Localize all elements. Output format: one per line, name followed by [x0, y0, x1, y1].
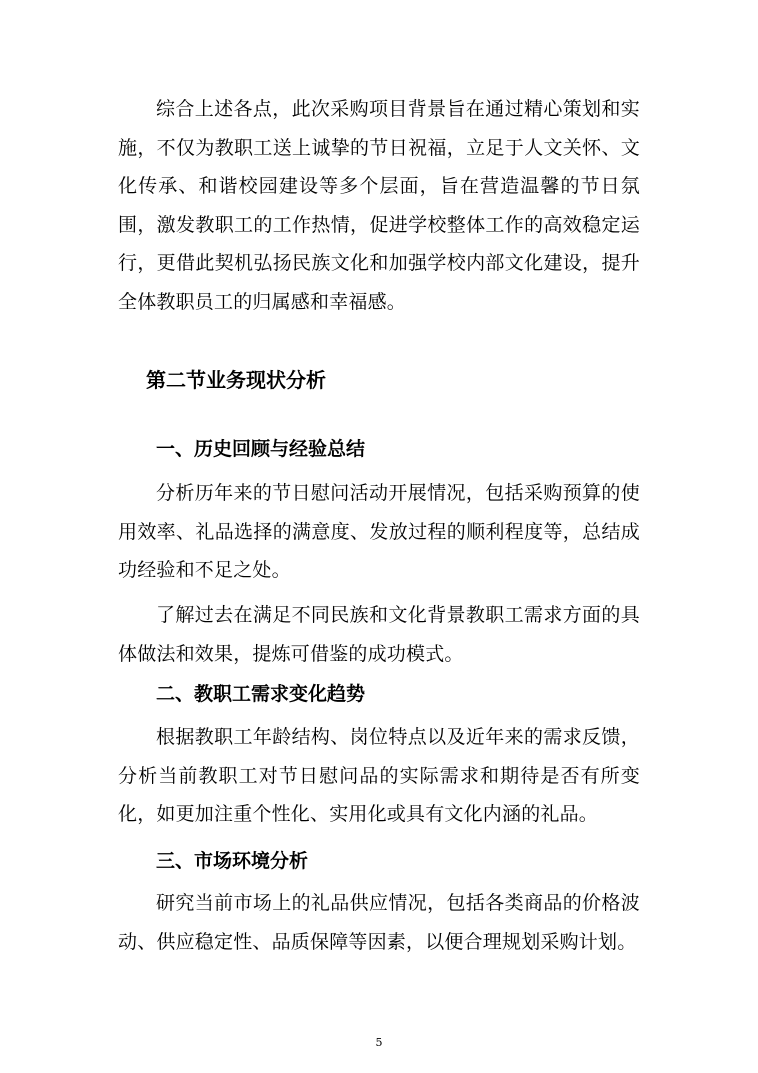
section-heading: 第二节业务现状分析 [146, 368, 326, 392]
history-paragraph-1: 分析历年来的节日慰问活动开展情况，包括采购预算的使用效率、礼品选择的满意度、发放过程的顺利程度等，总结成功经验和不足之处。 [118, 482, 640, 582]
summary-paragraph: 综合上述各点，此次采购项目背景旨在通过精心策划和实施，不仅为教职工送上诚挚的节日祝福，立足于人文关怀、文化传承、和谐校园建设等多个层面，旨在营造温馨的节日氛围，激发教职工的工作热情，促进学校整体工作的高效稳定运行，更借此契机弘扬民族文化和加强学校内部文化建设，提升全体教职员工的归属感和幸福感。 [118, 98, 640, 313]
page-number: 5 [375, 1036, 383, 1049]
subheading-market: 三、市场环境分析 [156, 850, 309, 872]
subheading-demand: 二、教职工需求变化趋势 [156, 683, 366, 705]
history-paragraph-2: 了解过去在满足不同民族和文化背景教职工需求方面的具体做法和效果，提炼可借鉴的成功模式。 [118, 604, 640, 665]
demand-paragraph: 根据教职工年龄结构、岗位特点以及近年来的需求反馈，分析当前教职工对节日慰问品的实际需求和期待是否有所变化，如更加注重个性化、实用化或具有文化内涵的礼品。 [118, 726, 640, 826]
market-paragraph: 研究当前市场上的礼品供应情况，包括各类商品的价格波动、供应稳定性、品质保障等因素，以便合理规划采购计划。 [118, 892, 640, 953]
subheading-history: 一、历史回顾与经验总结 [156, 438, 366, 460]
